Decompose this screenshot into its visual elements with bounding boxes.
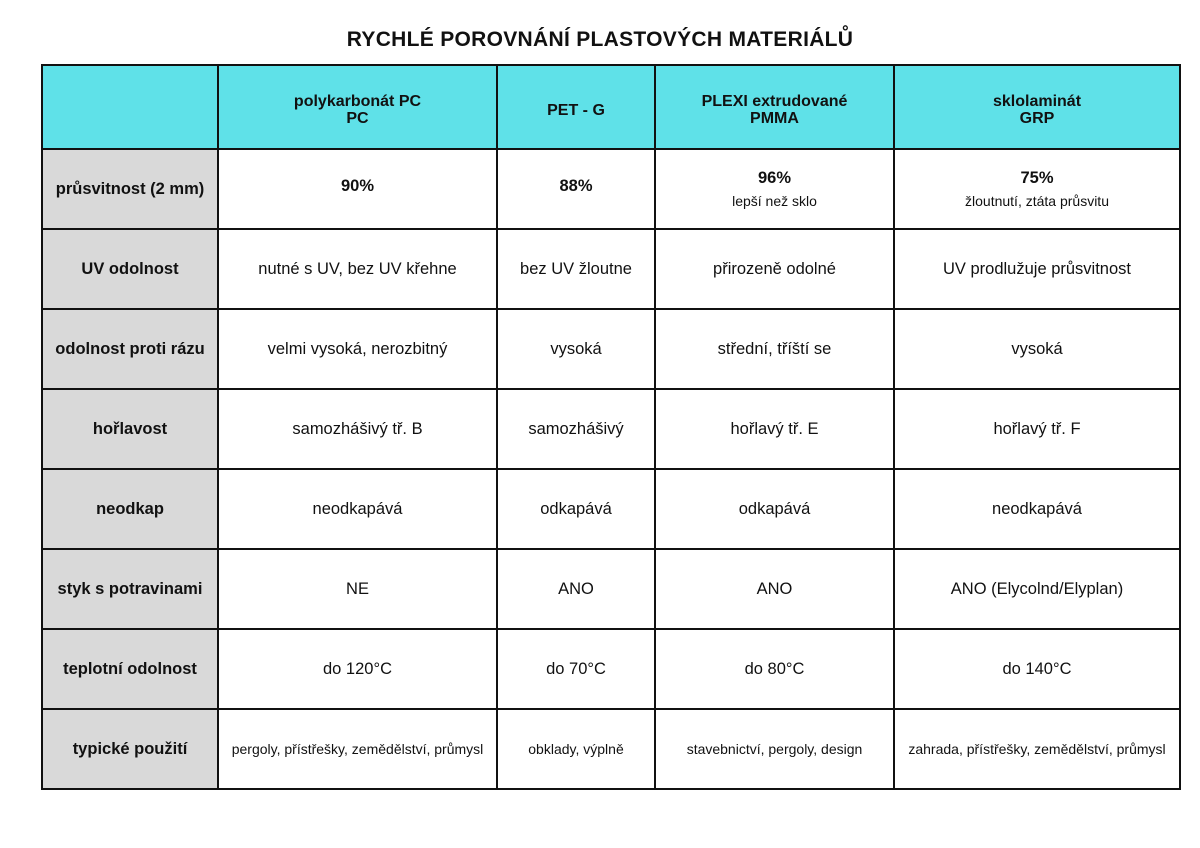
table-header-row xyxy=(42,65,1180,149)
table-cell: ANO (Elycolnd/Elyplan) xyxy=(894,549,1180,629)
cell-note: lepší než sklo xyxy=(732,193,817,209)
table-cell: odkapává xyxy=(655,469,894,549)
table-row xyxy=(42,309,1180,389)
table-cell xyxy=(894,149,1180,229)
row-label: teplotní odolnost xyxy=(42,629,218,709)
table-cell: samozhášivý tř. B xyxy=(218,389,497,469)
table-cell: odkapává xyxy=(497,469,655,549)
table-cell: obklady, výplně xyxy=(497,709,655,789)
table-cell xyxy=(218,149,497,229)
cell-value: 90% xyxy=(340,177,375,195)
table-row xyxy=(42,709,1180,789)
table-cell xyxy=(497,149,655,229)
table-cell: samozhášivý xyxy=(497,389,655,469)
header-line-2: PMMA xyxy=(750,110,799,127)
table-cell: neodkapává xyxy=(894,469,1180,549)
header-cell-pc xyxy=(218,65,497,149)
table-row xyxy=(42,229,1180,309)
page-title: RYCHLÉ POROVNÁNÍ PLASTOVÝCH MATERIÁLŮ xyxy=(346,28,854,51)
header-cell-pmma xyxy=(655,65,894,149)
table-cell: střední, tříští se xyxy=(655,309,894,389)
table-cell: hořlavý tř. F xyxy=(894,389,1180,469)
table-cell xyxy=(655,149,894,229)
header-line-1: sklolaminát xyxy=(992,93,1082,110)
table-cell: zahrada, přístřešky, zemědělství, průmysl xyxy=(894,709,1180,789)
cell-value: 75% xyxy=(1020,169,1054,187)
cell-note: žloutnutí, ztáta průsvitu xyxy=(965,193,1109,209)
table-cell: vysoká xyxy=(894,309,1180,389)
header-cell-grp xyxy=(894,65,1180,149)
table-row xyxy=(42,389,1180,469)
header-line-1: PET - G xyxy=(547,101,605,119)
cell-value: 96% xyxy=(757,169,792,187)
table-cell: velmi vysoká, nerozbitný xyxy=(218,309,497,389)
row-label: UV odolnost xyxy=(42,229,218,309)
header-cell-petg xyxy=(497,65,655,149)
header-line-1: PLEXI extrudované xyxy=(701,93,848,110)
table-cell: do 80°C xyxy=(655,629,894,709)
table-cell: vysoká xyxy=(497,309,655,389)
table-cell: ANO xyxy=(655,549,894,629)
row-label: průsvitnost (2 mm) xyxy=(42,149,218,229)
table-cell: stavebnictví, pergoly, design xyxy=(655,709,894,789)
table-cell: přirozeně odolné xyxy=(655,229,894,309)
row-label: styk s potravinami xyxy=(42,549,218,629)
table-cell: UV prodlužuje průsvitnost xyxy=(894,229,1180,309)
header-line-2: GRP xyxy=(1019,110,1055,127)
header-line-1: polykarbonát PC xyxy=(293,93,422,110)
comparison-table xyxy=(41,64,1181,790)
table-cell: do 70°C xyxy=(497,629,655,709)
row-label: neodkap xyxy=(42,469,218,549)
table-cell: do 140°C xyxy=(894,629,1180,709)
table-row xyxy=(42,629,1180,709)
row-label: typické použití xyxy=(42,709,218,789)
table-cell: nutné s UV, bez UV křehne xyxy=(218,229,497,309)
row-label: hořlavost xyxy=(42,389,218,469)
table-cell: do 120°C xyxy=(218,629,497,709)
table-cell: NE xyxy=(218,549,497,629)
table-row xyxy=(42,469,1180,549)
header-corner-cell xyxy=(42,65,218,149)
header-line-2: PC xyxy=(346,110,369,127)
table-cell: hořlavý tř. E xyxy=(655,389,894,469)
table-row xyxy=(42,549,1180,629)
cell-value: 88% xyxy=(559,177,593,195)
table-cell: neodkapává xyxy=(218,469,497,549)
table-cell: pergoly, přístřešky, zemědělství, průmysl xyxy=(218,709,497,789)
table-cell: ANO xyxy=(497,549,655,629)
table-cell: bez UV žloutne xyxy=(497,229,655,309)
table-row xyxy=(42,149,1180,229)
row-label: odolnost proti rázu xyxy=(42,309,218,389)
